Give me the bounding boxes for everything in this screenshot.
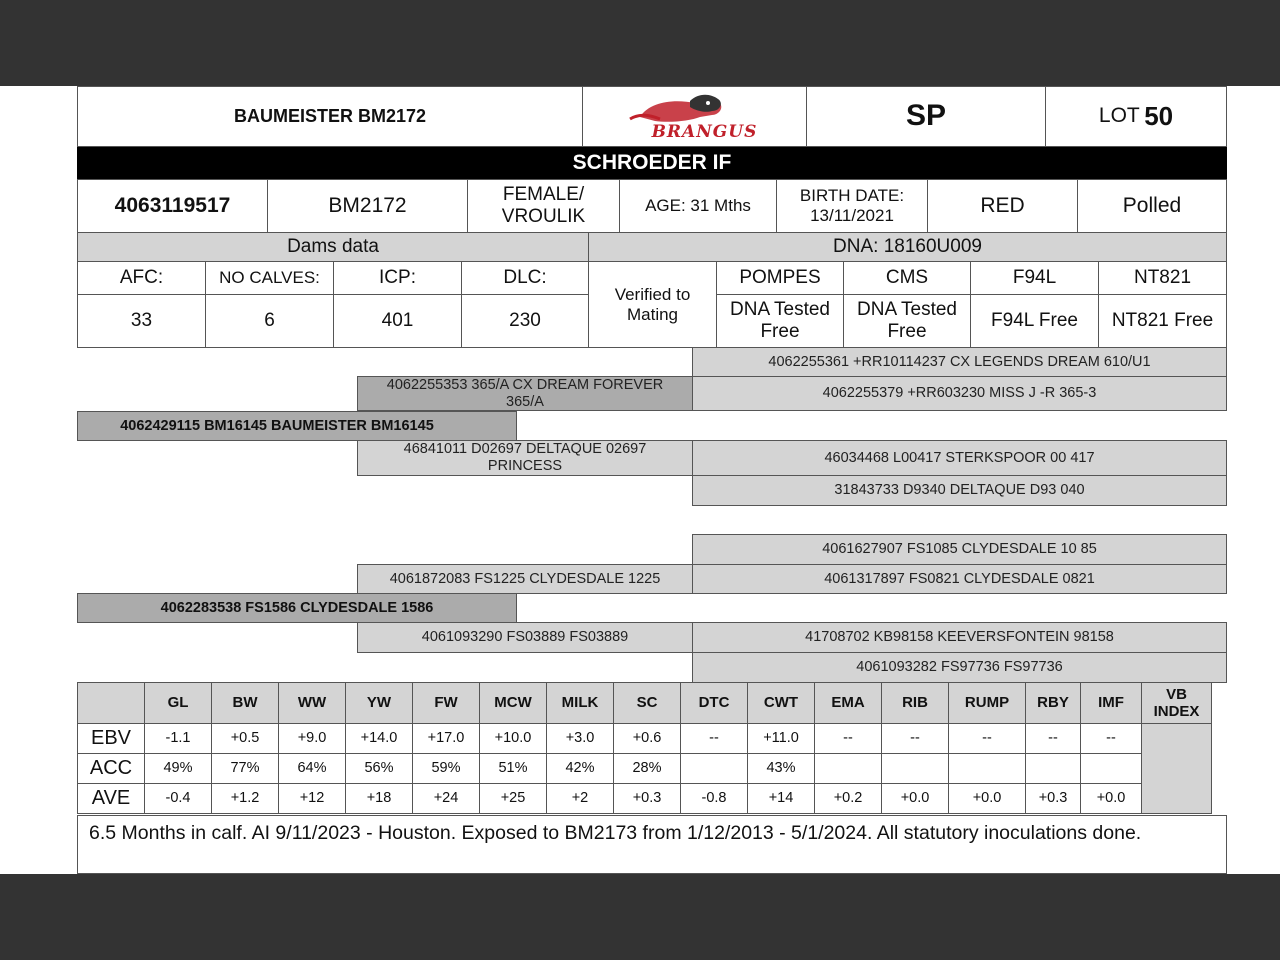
pedigree-sire-sire: 4062255353 365/A CX DREAM FOREVER 365/A xyxy=(357,376,693,411)
pedigree-dam-dam: 4061093290 FS03889 FS03889 xyxy=(357,622,693,653)
dams-value-icp: 401 xyxy=(333,294,462,348)
ebv-value-cell: +10.0 xyxy=(479,723,547,754)
ebv-value-cell: +0.5 xyxy=(211,723,279,754)
notes: 6.5 Months in calf. AI 9/11/2023 - Houston. Exposed to BM2173 from 1/12/2013 - 5/1/2024. All statutory inoculations done. xyxy=(77,815,1227,874)
ebv-row-label: EBV xyxy=(77,723,145,754)
ebv-value-cell: +0.0 xyxy=(1080,783,1142,814)
owner-bar: SCHROEDER IF xyxy=(77,147,1227,179)
ebv-column-header: RBY xyxy=(1025,682,1081,724)
pedigree-dam-dam-dam: 4061093282 FS97736 FS97736 xyxy=(692,652,1227,683)
ebv-value-cell: +0.2 xyxy=(814,783,882,814)
ebv-column-header: MILK xyxy=(546,682,614,724)
ebv-column-header: BW xyxy=(211,682,279,724)
ebv-value-cell: 59% xyxy=(412,753,480,784)
birth-date-value: 13/11/2021 xyxy=(810,206,894,225)
pedigree-sire: 4062429115 BM16145 BAUMEISTER BM16145 xyxy=(77,411,517,441)
ebv-value-cell: +14.0 xyxy=(345,723,413,754)
brangus-logo xyxy=(582,86,807,147)
ebv-value-cell: 51% xyxy=(479,753,547,784)
lot-box xyxy=(1045,86,1227,147)
sex: FEMALE/ VROULIK xyxy=(467,179,620,233)
pedigree-dam: 4062283538 FS1586 CLYDESDALE 1586 xyxy=(77,593,517,623)
ebv-value-cell xyxy=(1025,753,1081,784)
ebv-value-cell xyxy=(1080,753,1142,784)
ebv-column-header: FW xyxy=(412,682,480,724)
ebv-value-cell: -- xyxy=(1025,723,1081,754)
ebv-value-cell xyxy=(680,753,748,784)
ebv-value-cell: +0.0 xyxy=(948,783,1026,814)
ebv-value-cell: -- xyxy=(1080,723,1142,754)
ebv-value-cell: -- xyxy=(814,723,882,754)
ebv-value-cell: +12 xyxy=(278,783,346,814)
age: AGE: 31 Mths xyxy=(619,179,777,233)
pedigree-dam-sire-dam: 4061317897 FS0821 CLYDESDALE 0821 xyxy=(692,564,1227,594)
ebv-row-label: ACC xyxy=(77,753,145,784)
reg-number: 4063119517 xyxy=(77,179,268,233)
ebv-value-cell: +25 xyxy=(479,783,547,814)
ebv-value-cell: -- xyxy=(680,723,748,754)
verified-to-mating: Verified to Mating xyxy=(588,261,717,348)
birth-date-label: BIRTH DATE: xyxy=(799,186,905,206)
ebv-column-header: RUMP xyxy=(948,682,1026,724)
brangus-wordmark: BRANGUS xyxy=(651,121,758,142)
ebv-value-cell: -- xyxy=(948,723,1026,754)
ebv-value-cell: 56% xyxy=(345,753,413,784)
dams-header-icp: ICP: xyxy=(333,261,462,295)
ebv-value-cell: +24 xyxy=(412,783,480,814)
ebv-value-cell: +17.0 xyxy=(412,723,480,754)
ebv-column-header: WW xyxy=(278,682,346,724)
ebv-column-header: CWT xyxy=(747,682,815,724)
ebv-value-cell: 49% xyxy=(144,753,212,784)
dams-header-dlc: DLC: xyxy=(461,261,589,295)
ebv-column-header: YW xyxy=(345,682,413,724)
ebv-value-cell: +18 xyxy=(345,783,413,814)
ebv-value-cell xyxy=(948,753,1026,784)
lot-number: 50 xyxy=(1144,100,1174,131)
ebv-value-cell: +9.0 xyxy=(278,723,346,754)
dna-header-pompes: POMPES xyxy=(716,261,844,295)
pedigree-sire-dam: 46841011 D02697 DELTAQUE 02697 PRINCESS xyxy=(357,440,693,476)
vb-index-value xyxy=(1141,723,1212,814)
ebv-column-header: SC xyxy=(613,682,681,724)
ebv-value-cell: +0.0 xyxy=(881,783,949,814)
pedigree-dam-sire: 4061872083 FS1225 CLYDESDALE 1225 xyxy=(357,564,693,594)
ebv-value-cell: -0.4 xyxy=(144,783,212,814)
ebv-value-cell: +3.0 xyxy=(546,723,614,754)
ebv-value-cell: +1.2 xyxy=(211,783,279,814)
ebv-value-cell: 43% xyxy=(747,753,815,784)
ebv-value-cell: +11.0 xyxy=(747,723,815,754)
ebv-value-cell xyxy=(814,753,882,784)
pedigree-sire-sire-dam: 4062255379 +RR603230 MISS J -R 365-3 xyxy=(692,376,1227,411)
colour: RED xyxy=(927,179,1078,233)
ebv-value-cell xyxy=(881,753,949,784)
birth-date xyxy=(776,179,928,233)
ebv-value-cell: 77% xyxy=(211,753,279,784)
dams-value-calves: 6 xyxy=(205,294,334,348)
ebv-value-cell: +0.3 xyxy=(1025,783,1081,814)
ebv-corner xyxy=(77,682,145,724)
pedigree-sire-dam-sire: 46034468 L00417 STERKSPOOR 00 417 xyxy=(692,440,1227,476)
animal-id: BM2172 xyxy=(267,179,468,233)
pedigree-dam-sire-sire: 4061627907 FS1085 CLYDESDALE 10 85 xyxy=(692,534,1227,565)
pedigree-dam-dam-sire: 41708702 KB98158 KEEVERSFONTEIN 98158 xyxy=(692,622,1227,653)
dna-value-cms: DNA Tested Free xyxy=(843,294,971,348)
ebv-value-cell: +2 xyxy=(546,783,614,814)
ebv-value-cell: 64% xyxy=(278,753,346,784)
ebv-value-cell: -- xyxy=(881,723,949,754)
ebv-value-cell: +14 xyxy=(747,783,815,814)
lot-card xyxy=(0,86,1280,874)
dna-title: DNA: 18160U009 xyxy=(588,232,1227,262)
ebv-value-cell: 28% xyxy=(613,753,681,784)
dna-value-nt821: NT821 Free xyxy=(1098,294,1227,348)
pedigree-sire-dam-dam: 31843733 D9340 DELTAQUE D93 040 xyxy=(692,475,1227,506)
ebv-table xyxy=(77,682,1227,816)
ebv-column-header: MCW xyxy=(479,682,547,724)
ebv-value-cell: 42% xyxy=(546,753,614,784)
pedigree-sire-sire-sire: 4062255361 +RR10114237 CX LEGENDS DREAM 610/U1 xyxy=(692,347,1227,377)
dams-header-calves: NO CALVES: xyxy=(205,261,334,295)
dams-value-afc: 33 xyxy=(77,294,206,348)
ebv-column-header: VB INDEX xyxy=(1141,682,1212,724)
dams-value-dlc: 230 xyxy=(461,294,589,348)
ebv-value-cell: -0.8 xyxy=(680,783,748,814)
ebv-column-header: EMA xyxy=(814,682,882,724)
dna-header-nt821: NT821 xyxy=(1098,261,1227,295)
ebv-value-cell: +0.3 xyxy=(613,783,681,814)
ebv-value-cell: -1.1 xyxy=(144,723,212,754)
dna-value-pompes: DNA Tested Free xyxy=(716,294,844,348)
dna-header-f94l: F94L xyxy=(970,261,1099,295)
dna-value-f94l: F94L Free xyxy=(970,294,1099,348)
dams-title: Dams data xyxy=(77,232,589,262)
ebv-value-cell: +0.6 xyxy=(613,723,681,754)
ebv-row-label: AVE xyxy=(77,783,145,814)
horn-status: Polled xyxy=(1077,179,1227,233)
ebv-column-header: GL xyxy=(144,682,212,724)
dams-header-afc: AFC: xyxy=(77,261,206,295)
lot-label: LOT xyxy=(1098,104,1140,128)
ebv-column-header: DTC xyxy=(680,682,748,724)
ebv-column-header: RIB xyxy=(881,682,949,724)
ebv-column-header: IMF xyxy=(1080,682,1142,724)
dna-header-cms: CMS xyxy=(843,261,971,295)
animal-name: BAUMEISTER BM2172 xyxy=(77,86,583,147)
code-badge: SP xyxy=(806,86,1046,147)
